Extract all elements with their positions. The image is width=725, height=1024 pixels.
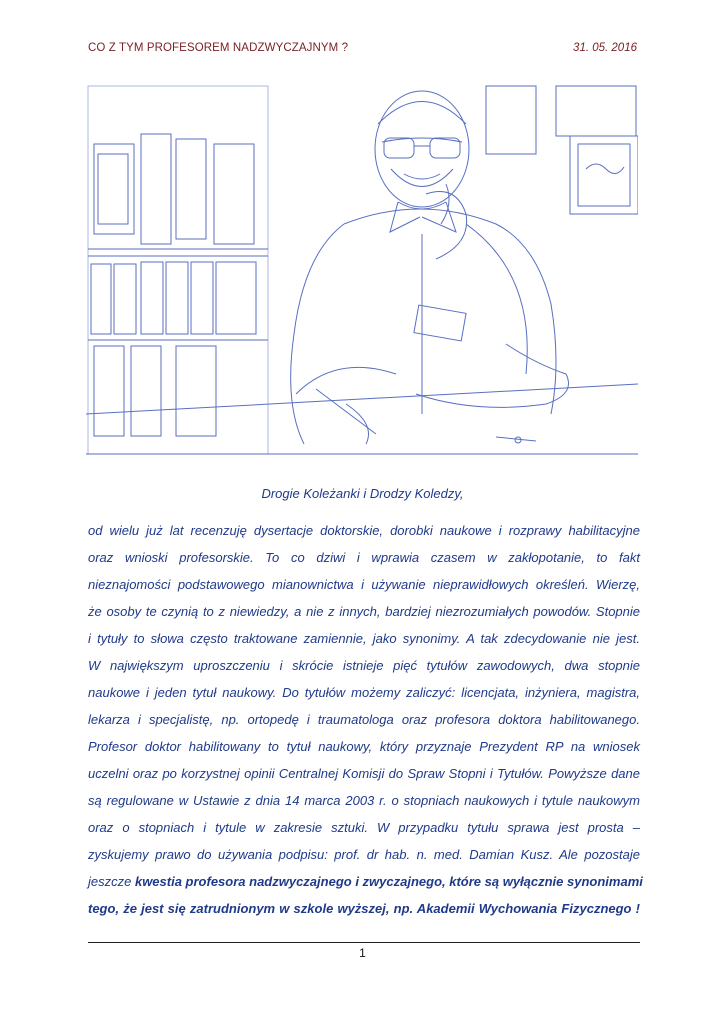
body-line: lekarza i specjalistę, np. ortopedę i traumatologa oraz profesora doktora habilitowanego. [88, 712, 640, 727]
body-line: nieznajomości podstawowego mianownictwa i używanie nieprawidłowych określeń. Wierzę, [88, 577, 640, 592]
emphasized-line: tego, że jest się zatrudnionym w szkole wyższej, np. Akademii Wychowania Fizycznego ! [88, 901, 640, 916]
footer-divider [88, 942, 640, 943]
body-line [88, 868, 643, 895]
body-line: są regulowane w Ustawie z dnia 14 marca 2003 r. o stopniach naukowych i tytule naukowym [88, 793, 640, 808]
body-line: W największym uproszczeniu i skrócie istnieje pięć tytułów zawodowych, dwa stopnie [88, 658, 640, 673]
body-line: i tytuły to słowa często traktowane zamiennie, jako synonimy. A tak zdecydowanie nie jest. [88, 631, 640, 646]
page-number: 1 [359, 946, 366, 960]
document-date: 31. 05. 2016 [573, 42, 637, 54]
body-line: naukowe i jeden tytuł naukowy. Do tytułów możemy zaliczyć: licencjata, inżyniera, magistra, [88, 685, 640, 700]
body-line: od wielu już lat recenzuję dysertacje doktorskie, dorobki naukowe i rozprawy habilitacyjne [88, 523, 640, 538]
body-line: że osoby te czynią to z niewiedzy, a nie z innych, bardziej niezrozumiałych powodów. Stopnie [88, 604, 640, 619]
portrait-sketch-icon [86, 84, 638, 456]
body-line: zyskujemy prawo do używania podpisu: prof. dr hab. n. med. Damian Kusz. Ale pozostaje [88, 847, 640, 862]
body-line-text: jeszcze [88, 874, 135, 889]
body-line: oraz wnioski profesorskie. To co dziwi i wprawia czasem w zakłopotanie, to fakt [88, 550, 640, 565]
emphasized-text: kwestia profesora nadzwyczajnego i zwyczajnego, które są wyłącznie synonimami [134, 874, 643, 889]
body-paragraph [88, 517, 643, 922]
body-line: oraz o stopniach i tytule w zakresie sztuki. W przypadku tytułu sprawa jest prosta – [88, 820, 640, 835]
page-header [88, 42, 637, 60]
body-line: Profesor doktor habilitowany to tytuł naukowy, który przyznaje Prezydent RP na wniosek [88, 739, 640, 754]
document-title: CO Z TYM PROFESOREM NADZWYCZAJNYM ? [88, 42, 349, 54]
portrait-sketch-image [86, 84, 638, 456]
body-line: uczelni oraz po korzystnej opinii Centralnej Komisji do Spraw Stopni i Tytułów. Powyższe dane [88, 766, 640, 781]
greeting: Drogie Koleżanki i Drodzy Koledzy, [261, 486, 464, 501]
